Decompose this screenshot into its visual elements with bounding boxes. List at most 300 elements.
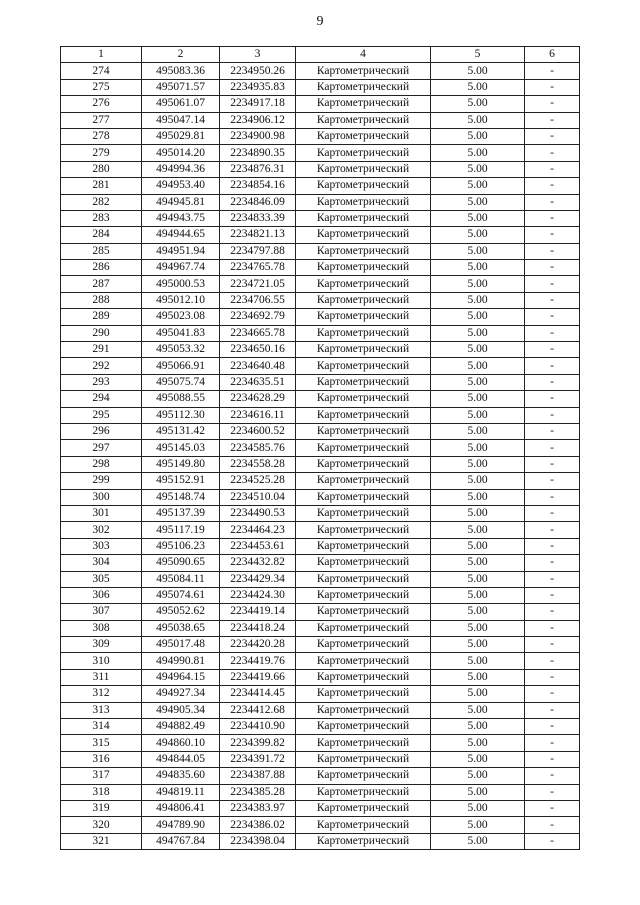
table-row <box>61 407 580 423</box>
x-coordinate-cell: 494844.05 <box>142 751 220 767</box>
note-cell: - <box>525 79 580 95</box>
accuracy-cell: 5.00 <box>431 79 525 95</box>
method-cell: Картометрический <box>296 784 431 800</box>
x-coordinate-cell: 495017.48 <box>142 637 220 653</box>
point-number-cell: 321 <box>61 833 142 849</box>
note-cell: - <box>525 407 580 423</box>
table-row <box>61 719 580 735</box>
table-row <box>61 571 580 587</box>
point-number-cell: 281 <box>61 178 142 194</box>
point-number-cell: 305 <box>61 571 142 587</box>
table-row <box>61 653 580 669</box>
x-coordinate-cell: 494944.65 <box>142 227 220 243</box>
x-coordinate-cell: 494882.49 <box>142 719 220 735</box>
point-number-cell: 284 <box>61 227 142 243</box>
y-coordinate-cell: 2234418.24 <box>220 620 296 636</box>
accuracy-cell: 5.00 <box>431 325 525 341</box>
x-coordinate-cell: 495023.08 <box>142 309 220 325</box>
y-coordinate-cell: 2234398.04 <box>220 833 296 849</box>
method-cell: Картометрический <box>296 178 431 194</box>
y-coordinate-cell: 2234833.39 <box>220 210 296 226</box>
table-row <box>61 178 580 194</box>
accuracy-cell: 5.00 <box>431 587 525 603</box>
accuracy-cell: 5.00 <box>431 210 525 226</box>
point-number-cell: 309 <box>61 637 142 653</box>
x-coordinate-cell: 495000.53 <box>142 276 220 292</box>
method-cell: Картометрический <box>296 161 431 177</box>
method-cell: Картометрический <box>296 800 431 816</box>
note-cell: - <box>525 358 580 374</box>
y-coordinate-cell: 2234665.78 <box>220 325 296 341</box>
y-coordinate-cell: 2234453.61 <box>220 538 296 554</box>
table-row <box>61 227 580 243</box>
note-cell: - <box>525 702 580 718</box>
note-cell: - <box>525 161 580 177</box>
method-cell: Картометрический <box>296 669 431 685</box>
point-number-cell: 278 <box>61 128 142 144</box>
point-number-cell: 306 <box>61 587 142 603</box>
method-cell: Картометрический <box>296 719 431 735</box>
x-coordinate-cell: 495148.74 <box>142 489 220 505</box>
table-row <box>61 587 580 603</box>
table-row <box>61 768 580 784</box>
y-coordinate-cell: 2234640.48 <box>220 358 296 374</box>
x-coordinate-cell: 495012.10 <box>142 292 220 308</box>
point-number-cell: 298 <box>61 456 142 472</box>
note-cell: - <box>525 637 580 653</box>
table-row <box>61 145 580 161</box>
point-number-cell: 274 <box>61 63 142 79</box>
x-coordinate-cell: 495041.83 <box>142 325 220 341</box>
table-row <box>61 735 580 751</box>
x-coordinate-cell: 495131.42 <box>142 423 220 439</box>
point-number-cell: 311 <box>61 669 142 685</box>
note-cell: - <box>525 587 580 603</box>
point-number-cell: 286 <box>61 260 142 276</box>
point-number-cell: 312 <box>61 686 142 702</box>
method-cell: Картометрический <box>296 79 431 95</box>
point-number-cell: 301 <box>61 505 142 521</box>
table-row <box>61 96 580 112</box>
x-coordinate-cell: 495075.74 <box>142 374 220 390</box>
method-cell: Картометрический <box>296 686 431 702</box>
table-row <box>61 637 580 653</box>
method-cell: Картометрический <box>296 653 431 669</box>
y-coordinate-cell: 2234386.02 <box>220 817 296 833</box>
x-coordinate-cell: 495066.91 <box>142 358 220 374</box>
note-cell: - <box>525 374 580 390</box>
table-row <box>61 604 580 620</box>
method-cell: Картометрический <box>296 358 431 374</box>
x-coordinate-cell: 494835.60 <box>142 768 220 784</box>
y-coordinate-cell: 2234525.28 <box>220 473 296 489</box>
y-coordinate-cell: 2234432.82 <box>220 555 296 571</box>
y-coordinate-cell: 2234650.16 <box>220 342 296 358</box>
table-row <box>61 489 580 505</box>
y-coordinate-cell: 2234419.66 <box>220 669 296 685</box>
table-header-row <box>61 47 580 63</box>
point-number-cell: 294 <box>61 391 142 407</box>
point-number-cell: 304 <box>61 555 142 571</box>
note-cell: - <box>525 456 580 472</box>
method-cell: Картометрический <box>296 423 431 439</box>
note-cell: - <box>525 784 580 800</box>
table-row <box>61 325 580 341</box>
point-number-cell: 307 <box>61 604 142 620</box>
method-cell: Картометрический <box>296 194 431 210</box>
y-coordinate-cell: 2234391.72 <box>220 751 296 767</box>
accuracy-cell: 5.00 <box>431 161 525 177</box>
point-number-cell: 295 <box>61 407 142 423</box>
point-number-cell: 299 <box>61 473 142 489</box>
note-cell: - <box>525 178 580 194</box>
y-coordinate-cell: 2234765.78 <box>220 260 296 276</box>
accuracy-cell: 5.00 <box>431 276 525 292</box>
table-row <box>61 505 580 521</box>
column-header: 1 <box>61 47 142 63</box>
x-coordinate-cell: 495029.81 <box>142 128 220 144</box>
x-coordinate-cell: 494964.15 <box>142 669 220 685</box>
point-number-cell: 276 <box>61 96 142 112</box>
accuracy-cell: 5.00 <box>431 374 525 390</box>
table-row <box>61 63 580 79</box>
note-cell: - <box>525 210 580 226</box>
method-cell: Картометрический <box>296 325 431 341</box>
y-coordinate-cell: 2234387.88 <box>220 768 296 784</box>
y-coordinate-cell: 2234890.35 <box>220 145 296 161</box>
method-cell: Картометрический <box>296 440 431 456</box>
x-coordinate-cell: 495071.57 <box>142 79 220 95</box>
x-coordinate-cell: 495052.62 <box>142 604 220 620</box>
y-coordinate-cell: 2234721.05 <box>220 276 296 292</box>
accuracy-cell: 5.00 <box>431 292 525 308</box>
y-coordinate-cell: 2234616.11 <box>220 407 296 423</box>
note-cell: - <box>525 227 580 243</box>
accuracy-cell: 5.00 <box>431 620 525 636</box>
y-coordinate-cell: 2234900.98 <box>220 128 296 144</box>
y-coordinate-cell: 2234854.16 <box>220 178 296 194</box>
accuracy-cell: 5.00 <box>431 391 525 407</box>
point-number-cell: 316 <box>61 751 142 767</box>
note-cell: - <box>525 538 580 554</box>
table-row <box>61 669 580 685</box>
x-coordinate-cell: 495149.80 <box>142 456 220 472</box>
x-coordinate-cell: 495083.36 <box>142 63 220 79</box>
method-cell: Картометрический <box>296 128 431 144</box>
coordinates-table <box>60 46 580 850</box>
accuracy-cell: 5.00 <box>431 768 525 784</box>
accuracy-cell: 5.00 <box>431 145 525 161</box>
method-cell: Картометрический <box>296 292 431 308</box>
y-coordinate-cell: 2234419.76 <box>220 653 296 669</box>
table-row <box>61 276 580 292</box>
x-coordinate-cell: 495047.14 <box>142 112 220 128</box>
note-cell: - <box>525 505 580 521</box>
column-header: 6 <box>525 47 580 63</box>
x-coordinate-cell: 494806.41 <box>142 800 220 816</box>
accuracy-cell: 5.00 <box>431 342 525 358</box>
table-row <box>61 374 580 390</box>
accuracy-cell: 5.00 <box>431 653 525 669</box>
point-number-cell: 277 <box>61 112 142 128</box>
y-coordinate-cell: 2234950.26 <box>220 63 296 79</box>
method-cell: Картометрический <box>296 587 431 603</box>
method-cell: Картометрический <box>296 751 431 767</box>
x-coordinate-cell: 495117.19 <box>142 522 220 538</box>
point-number-cell: 285 <box>61 243 142 259</box>
note-cell: - <box>525 112 580 128</box>
note-cell: - <box>525 555 580 571</box>
x-coordinate-cell: 494767.84 <box>142 833 220 849</box>
note-cell: - <box>525 719 580 735</box>
point-number-cell: 280 <box>61 161 142 177</box>
note-cell: - <box>525 686 580 702</box>
table-row <box>61 342 580 358</box>
column-header: 2 <box>142 47 220 63</box>
method-cell: Картометрический <box>296 227 431 243</box>
note-cell: - <box>525 194 580 210</box>
accuracy-cell: 5.00 <box>431 358 525 374</box>
table-row <box>61 784 580 800</box>
table-row <box>61 112 580 128</box>
point-number-cell: 320 <box>61 817 142 833</box>
accuracy-cell: 5.00 <box>431 178 525 194</box>
method-cell: Картометрический <box>296 702 431 718</box>
method-cell: Картометрический <box>296 374 431 390</box>
y-coordinate-cell: 2234510.04 <box>220 489 296 505</box>
note-cell: - <box>525 653 580 669</box>
note-cell: - <box>525 604 580 620</box>
y-coordinate-cell: 2234600.52 <box>220 423 296 439</box>
accuracy-cell: 5.00 <box>431 751 525 767</box>
y-coordinate-cell: 2234420.28 <box>220 637 296 653</box>
note-cell: - <box>525 292 580 308</box>
method-cell: Картометрический <box>296 833 431 849</box>
x-coordinate-cell: 495061.07 <box>142 96 220 112</box>
y-coordinate-cell: 2234383.97 <box>220 800 296 816</box>
method-cell: Картометрический <box>296 243 431 259</box>
table-row <box>61 620 580 636</box>
method-cell: Картометрический <box>296 473 431 489</box>
column-header: 3 <box>220 47 296 63</box>
x-coordinate-cell: 495145.03 <box>142 440 220 456</box>
y-coordinate-cell: 2234385.28 <box>220 784 296 800</box>
accuracy-cell: 5.00 <box>431 571 525 587</box>
y-coordinate-cell: 2234935.83 <box>220 79 296 95</box>
accuracy-cell: 5.00 <box>431 637 525 653</box>
x-coordinate-cell: 494943.75 <box>142 210 220 226</box>
x-coordinate-cell: 494789.90 <box>142 817 220 833</box>
x-coordinate-cell: 495084.11 <box>142 571 220 587</box>
accuracy-cell: 5.00 <box>431 833 525 849</box>
point-number-cell: 292 <box>61 358 142 374</box>
table-row <box>61 292 580 308</box>
y-coordinate-cell: 2234917.18 <box>220 96 296 112</box>
table-row <box>61 210 580 226</box>
note-cell: - <box>525 669 580 685</box>
y-coordinate-cell: 2234424.30 <box>220 587 296 603</box>
y-coordinate-cell: 2234585.76 <box>220 440 296 456</box>
point-number-cell: 289 <box>61 309 142 325</box>
y-coordinate-cell: 2234414.45 <box>220 686 296 702</box>
y-coordinate-cell: 2234558.28 <box>220 456 296 472</box>
method-cell: Картометрический <box>296 260 431 276</box>
method-cell: Картометрический <box>296 489 431 505</box>
method-cell: Картометрический <box>296 555 431 571</box>
accuracy-cell: 5.00 <box>431 407 525 423</box>
accuracy-cell: 5.00 <box>431 243 525 259</box>
point-number-cell: 310 <box>61 653 142 669</box>
y-coordinate-cell: 2234490.53 <box>220 505 296 521</box>
accuracy-cell: 5.00 <box>431 817 525 833</box>
accuracy-cell: 5.00 <box>431 440 525 456</box>
note-cell: - <box>525 800 580 816</box>
table-row <box>61 161 580 177</box>
table-row <box>61 833 580 849</box>
page-number: 9 <box>316 14 324 29</box>
y-coordinate-cell: 2234429.34 <box>220 571 296 587</box>
point-number-cell: 315 <box>61 735 142 751</box>
table-body <box>61 63 580 850</box>
column-header: 5 <box>431 47 525 63</box>
method-cell: Картометрический <box>296 342 431 358</box>
accuracy-cell: 5.00 <box>431 456 525 472</box>
x-coordinate-cell: 494994.36 <box>142 161 220 177</box>
table-row <box>61 473 580 489</box>
note-cell: - <box>525 620 580 636</box>
x-coordinate-cell: 495152.91 <box>142 473 220 489</box>
x-coordinate-cell: 494945.81 <box>142 194 220 210</box>
accuracy-cell: 5.00 <box>431 604 525 620</box>
method-cell: Картометрический <box>296 145 431 161</box>
method-cell: Картометрический <box>296 391 431 407</box>
y-coordinate-cell: 2234412.68 <box>220 702 296 718</box>
point-number-cell: 275 <box>61 79 142 95</box>
x-coordinate-cell: 494905.34 <box>142 702 220 718</box>
table-row <box>61 800 580 816</box>
y-coordinate-cell: 2234876.31 <box>220 161 296 177</box>
note-cell: - <box>525 260 580 276</box>
accuracy-cell: 5.00 <box>431 194 525 210</box>
accuracy-cell: 5.00 <box>431 522 525 538</box>
note-cell: - <box>525 96 580 112</box>
table-row <box>61 358 580 374</box>
y-coordinate-cell: 2234464.23 <box>220 522 296 538</box>
table-row <box>61 522 580 538</box>
x-coordinate-cell: 494927.34 <box>142 686 220 702</box>
x-coordinate-cell: 495088.55 <box>142 391 220 407</box>
note-cell: - <box>525 276 580 292</box>
point-number-cell: 303 <box>61 538 142 554</box>
table-row <box>61 456 580 472</box>
point-number-cell: 319 <box>61 800 142 816</box>
point-number-cell: 293 <box>61 374 142 390</box>
method-cell: Картометрический <box>296 456 431 472</box>
point-number-cell: 291 <box>61 342 142 358</box>
point-number-cell: 317 <box>61 768 142 784</box>
accuracy-cell: 5.00 <box>431 505 525 521</box>
table-row <box>61 440 580 456</box>
note-cell: - <box>525 571 580 587</box>
note-cell: - <box>525 128 580 144</box>
method-cell: Картометрический <box>296 637 431 653</box>
x-coordinate-cell: 494860.10 <box>142 735 220 751</box>
x-coordinate-cell: 495112.30 <box>142 407 220 423</box>
point-number-cell: 283 <box>61 210 142 226</box>
note-cell: - <box>525 325 580 341</box>
table-row <box>61 423 580 439</box>
x-coordinate-cell: 495106.23 <box>142 538 220 554</box>
point-number-cell: 314 <box>61 719 142 735</box>
x-coordinate-cell: 494953.40 <box>142 178 220 194</box>
point-number-cell: 288 <box>61 292 142 308</box>
x-coordinate-cell: 495014.20 <box>142 145 220 161</box>
table-row <box>61 817 580 833</box>
accuracy-cell: 5.00 <box>431 227 525 243</box>
x-coordinate-cell: 495053.32 <box>142 342 220 358</box>
table-row <box>61 751 580 767</box>
point-number-cell: 313 <box>61 702 142 718</box>
table-row <box>61 243 580 259</box>
accuracy-cell: 5.00 <box>431 555 525 571</box>
point-number-cell: 300 <box>61 489 142 505</box>
accuracy-cell: 5.00 <box>431 423 525 439</box>
point-number-cell: 308 <box>61 620 142 636</box>
method-cell: Картометрический <box>296 620 431 636</box>
x-coordinate-cell: 495038.65 <box>142 620 220 636</box>
note-cell: - <box>525 63 580 79</box>
accuracy-cell: 5.00 <box>431 686 525 702</box>
note-cell: - <box>525 145 580 161</box>
x-coordinate-cell: 495074.61 <box>142 587 220 603</box>
note-cell: - <box>525 489 580 505</box>
note-cell: - <box>525 440 580 456</box>
y-coordinate-cell: 2234797.88 <box>220 243 296 259</box>
method-cell: Картометрический <box>296 407 431 423</box>
table-row <box>61 391 580 407</box>
accuracy-cell: 5.00 <box>431 784 525 800</box>
y-coordinate-cell: 2234419.14 <box>220 604 296 620</box>
y-coordinate-cell: 2234906.12 <box>220 112 296 128</box>
y-coordinate-cell: 2234628.29 <box>220 391 296 407</box>
table-row <box>61 309 580 325</box>
accuracy-cell: 5.00 <box>431 128 525 144</box>
note-cell: - <box>525 735 580 751</box>
method-cell: Картометрический <box>296 276 431 292</box>
method-cell: Картометрический <box>296 604 431 620</box>
accuracy-cell: 5.00 <box>431 473 525 489</box>
method-cell: Картометрический <box>296 735 431 751</box>
method-cell: Картометрический <box>296 96 431 112</box>
table-row <box>61 555 580 571</box>
table-row <box>61 260 580 276</box>
table-row <box>61 79 580 95</box>
accuracy-cell: 5.00 <box>431 489 525 505</box>
point-number-cell: 296 <box>61 423 142 439</box>
note-cell: - <box>525 817 580 833</box>
y-coordinate-cell: 2234399.82 <box>220 735 296 751</box>
table-row <box>61 538 580 554</box>
column-header: 4 <box>296 47 431 63</box>
x-coordinate-cell: 495137.39 <box>142 505 220 521</box>
point-number-cell: 302 <box>61 522 142 538</box>
method-cell: Картометрический <box>296 112 431 128</box>
method-cell: Картометрический <box>296 505 431 521</box>
accuracy-cell: 5.00 <box>431 800 525 816</box>
table-row <box>61 194 580 210</box>
accuracy-cell: 5.00 <box>431 96 525 112</box>
point-number-cell: 297 <box>61 440 142 456</box>
